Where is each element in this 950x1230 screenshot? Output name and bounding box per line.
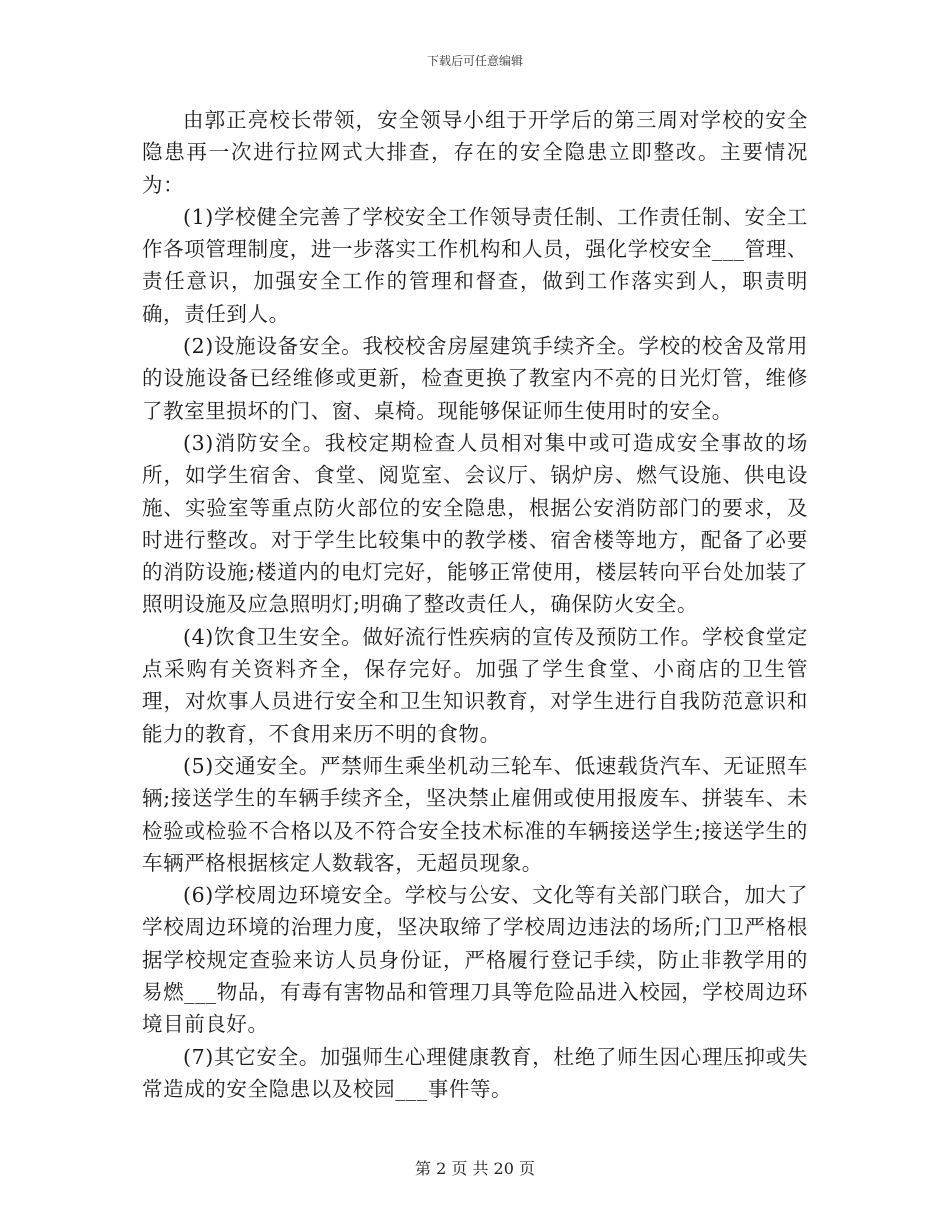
page-number-footer: 第 2 页 共 20 页 <box>415 1159 535 1178</box>
page-header-note: 下载后可任意编辑 <box>426 54 523 68</box>
paragraph-item-3: (3)消防安全。我校定期检查人员相对集中或可造成安全事故的场所，如学生宿舍、食堂、阅览室、会议厅、锅炉房、燃气设施、供电设施、实验室等重点防火部位的安全隐患，根据公安消防部门的要求，及时进行整改。对于学生比较集中的教学楼、宿舍楼等地方，配备了必要的消防设施;楼道内的电灯完好，能够正常使用，楼层转向平台处加装了照明设施及应急照明灯;明确了整改责任人，确保防火安全。 <box>142 430 808 617</box>
paragraph-item-5: (5)交通安全。严禁师生乘坐机动三轮车、低速载货汽车、无证照车辆;接送学生的车辆手续齐全，坚决禁止雇佣或使用报废车、拼装车、未检验或检验不合格以及不符合安全技术标准的车辆接送学生;接送学生的车辆严格根据核定人数载客，无超员现象。 <box>142 753 808 875</box>
paragraph-item-7: (7)其它安全。加强师生心理健康教育，杜绝了师生因心理压抑或失常造成的安全隐患以及校园___事件等。 <box>142 1044 808 1101</box>
paragraph-item-6: (6)学校周边环境安全。学校与公安、文化等有关部门联合，加大了学校周边环境的治理力度，坚决取缔了学校周边违法的场所;门卫严格根据学校规定查验来访人员身份证，严格履行登记手续，防止非教学用的易燃___物品，有毒有害物品和管理刀具等危险品进入校园，学校周边环境目前良好。 <box>142 883 808 1037</box>
paragraph-item-4: (4)饮食卫生安全。做好流行性疾病的宣传及预防工作。学校食堂定点采购有关资料齐全，保存完好。加强了学生食堂、小商店的卫生管理，对炊事人员进行安全和卫生知识教育，对学生进行自我防范意识和能力的教育，不食用来历不明的食物。 <box>142 624 808 746</box>
paragraph-item-1: (1)学校健全完善了学校安全工作领导责任制、工作责任制、安全工作各项管理制度，进一步落实工作机构和人员，强化学校安全___管理、责任意识，加强安全工作的管理和督查，做到工作落实到人，职责明确，责任到人。 <box>142 204 808 326</box>
paragraph-item-2: (2)设施设备安全。我校校舍房屋建筑手续齐全。学校的校舍及常用的设施设备已经维修或更新，检查更换了教室内不亮的日光灯管，维修了教室里损坏的门、窗、桌椅。现能够保证师生使用时的安全。 <box>142 334 808 423</box>
document-body <box>142 104 808 1105</box>
paragraph-intro: 由郭正亮校长带领，安全领导小组于开学后的第三周对学校的安全隐患再一次进行拉网式大排查，存在的安全隐患立即整改。主要情况为： <box>142 108 808 197</box>
